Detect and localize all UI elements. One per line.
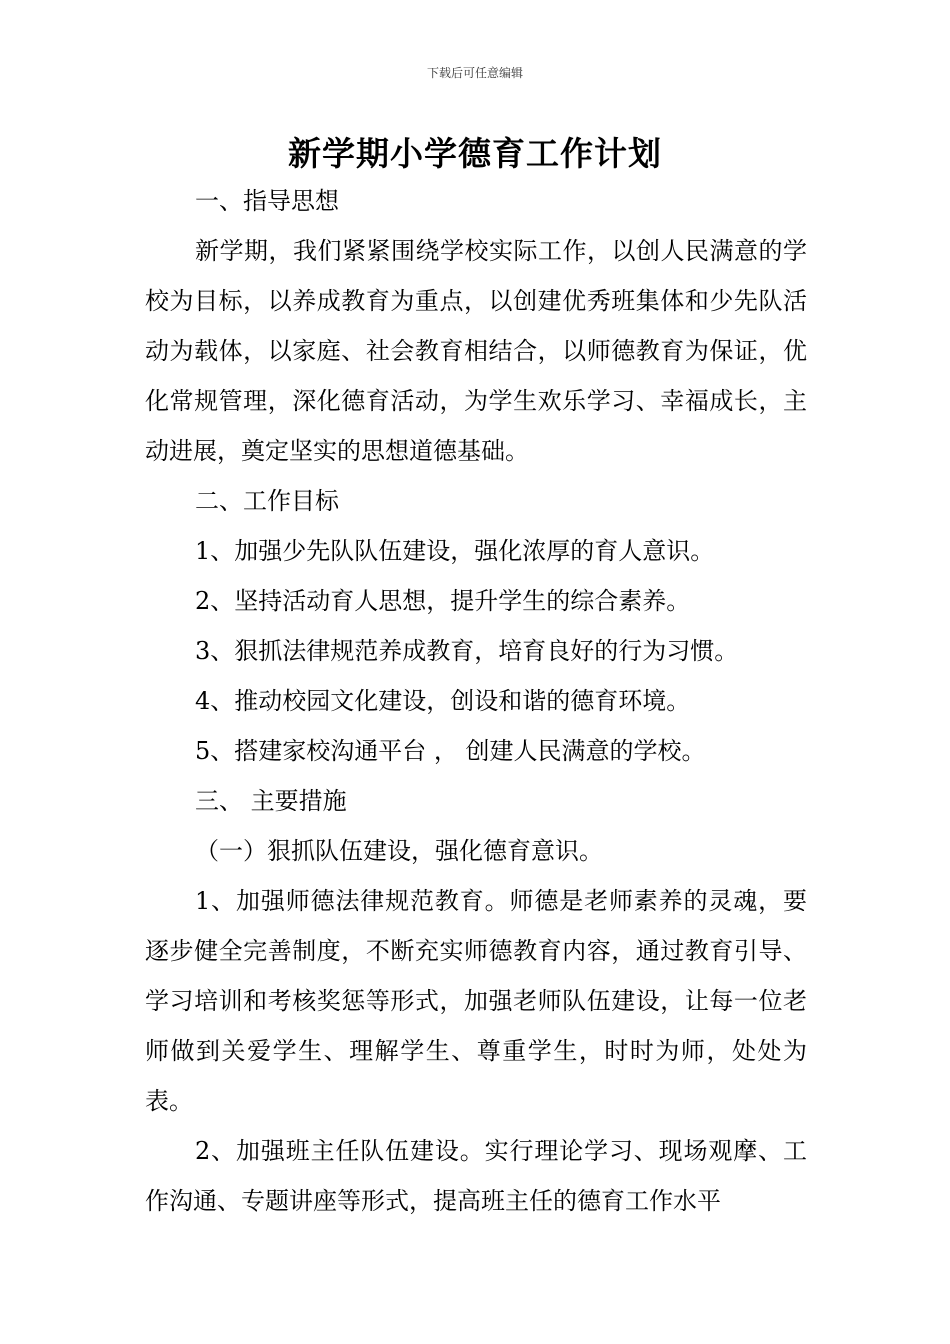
- goal-item-2: 2、坚持活动育人思想，提升学生的综合素养。: [195, 587, 691, 615]
- goal-item-1: 1、加强少先队队伍建设，强化浓厚的育人意识。: [195, 537, 715, 565]
- goal-item-3: 3、狠抓法律规范养成教育，培育良好的行为习惯。: [195, 637, 739, 665]
- measure-item-2: 2、加强班主任队伍建设。实行理论学习、现场观摩、工作沟通、专题讲座等形式，提高班主任的德育工作水平: [145, 1137, 807, 1215]
- goal-item-4: 4、推动校园文化建设，创设和谐的德育环境。: [195, 687, 691, 715]
- document-title: 新学期小学德育工作计划: [288, 134, 662, 173]
- measure-item-1: 1、加强师德法律规范教育。师德是老师素养的灵魂，要逐步健全完善制度，不断充实师德教育内容，通过教育引导、学习培训和考核奖惩等形式，加强老师队伍建设，让每一位老师做到关爱学生、理解学生、尊重学生，时时为师，处处为表。: [145, 887, 807, 1115]
- paragraph-guiding-thought: 新学期，我们紧紧围绕学校实际工作，以创人民满意的学校为目标，以养成教育为重点，以创建优秀班集体和少先队活动为载体，以家庭、社会教育相结合，以师德教育为保证，优化常规管理，深化德育活动，为学生欢乐学习、幸福成长，主动进展，奠定坚实的思想道德基础。: [145, 237, 807, 465]
- section-heading-work-goals: 二、工作目标: [195, 487, 339, 515]
- goal-item-5: 5、搭建家校沟通平台 ， 创建人民满意的学校。: [195, 737, 706, 765]
- section-heading-main-measures: 三、 主要措施: [195, 787, 347, 815]
- document-body: [145, 176, 807, 1226]
- section-heading-guiding-thought: 一、指导思想: [195, 187, 339, 215]
- header-note: 下载后可任意编辑: [426, 66, 523, 80]
- subsection-heading-team-building: （一）狠抓队伍建设，强化德育意识。: [195, 837, 603, 865]
